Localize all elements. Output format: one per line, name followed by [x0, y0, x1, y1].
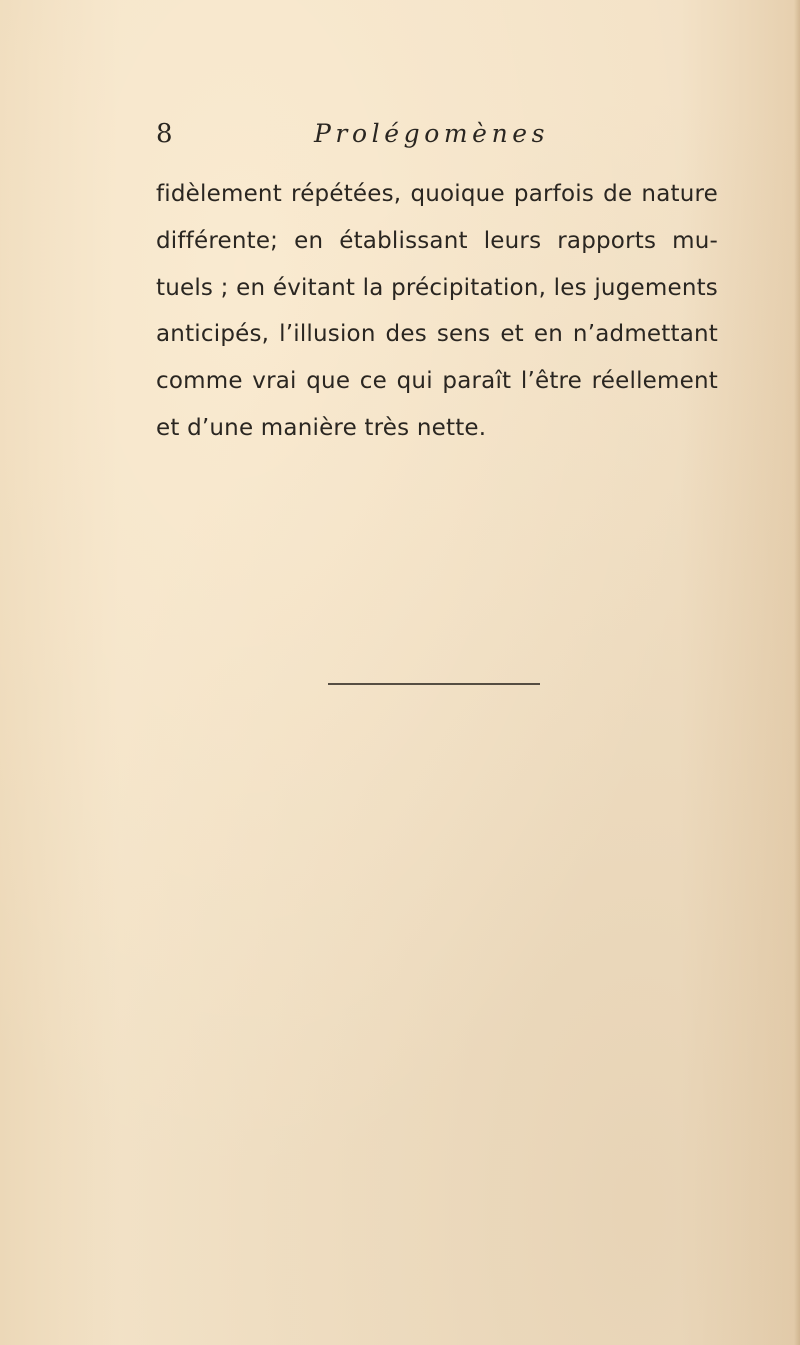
paragraph [156, 171, 718, 452]
page-edge-shadow [794, 0, 800, 1345]
page-header [156, 114, 718, 154]
running-title: Prolégomènes [314, 119, 550, 148]
text-line: tuels ; en évitant la précipitation, les jugements [156, 274, 718, 301]
text-line: et d’une manière très nette. [156, 414, 487, 441]
text-line: différente; en établissant leurs rapports mu- [156, 227, 718, 254]
text-line: fidèlement répétées, quoique parfois de nature [156, 181, 718, 207]
page-number: 8 [156, 119, 173, 149]
text-line: comme vrai que ce qui paraît l’être réellement [156, 368, 718, 395]
text-line: anticipés, l’illusion des sens et en n’admettant [156, 321, 718, 348]
section-divider-rule [328, 683, 540, 685]
